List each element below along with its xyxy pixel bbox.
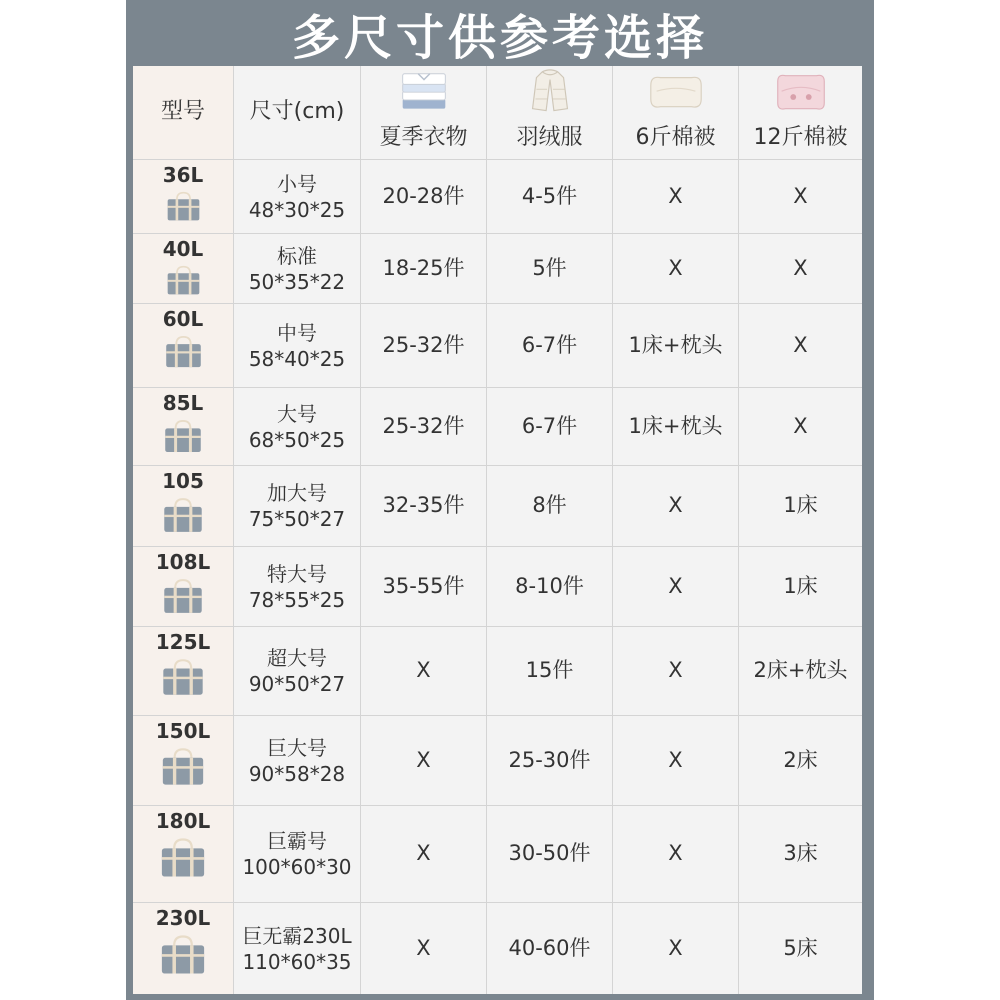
storage-bag-icon — [158, 933, 208, 977]
model-cell — [133, 547, 234, 626]
summer-clothes-cell — [361, 466, 487, 546]
size-cell — [234, 388, 361, 465]
quilt-12-cell — [739, 388, 862, 465]
down-jacket-cell — [487, 388, 613, 465]
header-down-jacket — [487, 66, 613, 159]
quilt-12-cell — [739, 627, 862, 715]
summer-clothes-cell-value: X — [416, 841, 431, 866]
quilt-6-cell — [613, 234, 739, 303]
header-summer-label: 夏季衣物 — [379, 125, 468, 151]
down-jacket-cell — [487, 806, 613, 902]
quilt-6-cell-value: X — [668, 841, 683, 866]
storage-bag-icon — [161, 496, 205, 535]
model-cell — [133, 716, 234, 805]
quilt-12-cell — [739, 806, 862, 902]
summer-clothes-cell-value: X — [416, 658, 431, 683]
down-jacket-cell — [487, 627, 613, 715]
quilt-12-cell-value: 2床 — [783, 747, 818, 772]
down-jacket-cell — [487, 160, 613, 233]
quilt-6-cell — [613, 466, 739, 546]
model-cell — [133, 304, 234, 387]
quilt-12-cell-value: 5床 — [783, 935, 818, 960]
size-cell — [234, 160, 361, 233]
summer-clothes-cell — [361, 388, 487, 465]
quilt-6-cell-value: X — [668, 573, 683, 598]
quilt-12-cell-value: 2床+枕头 — [753, 658, 848, 683]
summer-clothes-cell — [361, 234, 487, 303]
folded-shirts-icon — [394, 66, 454, 116]
summer-clothes-cell-value: 32-35件 — [382, 493, 465, 518]
down-jacket-cell-value: 6-7件 — [521, 413, 578, 438]
header-down-label: 羽绒服 — [516, 125, 583, 151]
storage-bag-icon — [165, 190, 202, 223]
quilt-12-cell — [739, 716, 862, 805]
summer-clothes-cell-value: 35-55件 — [382, 573, 465, 598]
table-row — [133, 716, 862, 806]
model-cell — [133, 903, 234, 994]
model-cell — [133, 806, 234, 902]
size-name: 巨无霸230L — [242, 923, 352, 948]
model-cell — [133, 234, 234, 303]
size-name: 巨大号 — [267, 735, 327, 760]
header-size-label: 尺寸(cm) — [249, 99, 345, 125]
down-jacket-icon — [520, 66, 580, 116]
quilt-6-cell — [613, 627, 739, 715]
size-cell — [234, 716, 361, 805]
quilt-12-cell-value: X — [793, 255, 808, 280]
down-jacket-cell-value: 8件 — [532, 493, 567, 518]
size-dims: 100*60*30 — [242, 855, 352, 879]
quilt-12-cell — [739, 160, 862, 233]
down-jacket-cell-value: 5件 — [532, 255, 567, 280]
size-table — [133, 66, 862, 994]
size-cell — [234, 547, 361, 626]
down-jacket-cell — [487, 234, 613, 303]
model-label: 85L — [162, 391, 204, 415]
size-dims: 68*50*25 — [248, 427, 346, 452]
quilt-12-cell — [739, 234, 862, 303]
header-quilt6-label: 6斤棉被 — [635, 125, 716, 151]
size-name: 小号 — [277, 171, 317, 196]
summer-clothes-cell — [361, 160, 487, 233]
size-dims: 78*55*25 — [248, 587, 346, 612]
size-cell — [234, 627, 361, 715]
quilt-6-cell — [613, 160, 739, 233]
size-cell — [234, 903, 361, 994]
quilt-12-cell-value: X — [793, 183, 808, 208]
quilt-6-cell — [613, 903, 739, 994]
header-model-label: 型号 — [160, 99, 205, 125]
summer-clothes-cell-value: X — [416, 747, 431, 772]
quilt-12-cell-value: 1床 — [783, 493, 818, 518]
storage-bag-icon — [162, 418, 204, 455]
down-jacket-cell — [487, 466, 613, 546]
quilt-6-cell-value: X — [668, 255, 683, 280]
quilt-6-cell-value: X — [668, 183, 683, 208]
down-jacket-cell — [487, 547, 613, 626]
table-row — [133, 466, 862, 547]
size-dims: 75*50*27 — [248, 507, 346, 531]
quilt-12-cell-value: 3床 — [783, 841, 818, 866]
quilt-6-cell-value: X — [668, 935, 683, 960]
quilt-6-cell — [613, 388, 739, 465]
table-row — [133, 234, 862, 304]
summer-clothes-cell-value: X — [416, 935, 431, 960]
size-name: 超大号 — [267, 646, 327, 670]
quilt-6-cell — [613, 547, 739, 626]
model-cell — [133, 160, 234, 233]
model-cell — [133, 627, 234, 715]
table-row — [133, 160, 862, 234]
storage-bag-icon — [163, 334, 204, 370]
size-name: 特大号 — [267, 561, 327, 586]
header-quilt-12 — [739, 66, 862, 159]
down-jacket-cell-value: 4-5件 — [521, 183, 578, 208]
summer-clothes-cell — [361, 627, 487, 715]
quilt-12-cell — [739, 903, 862, 994]
summer-clothes-cell-value: 25-32件 — [382, 413, 465, 438]
summer-clothes-cell-value: 18-25件 — [382, 255, 465, 280]
size-cell — [234, 234, 361, 303]
white-quilt-icon — [646, 66, 706, 116]
size-dims: 48*30*25 — [248, 197, 346, 222]
summer-clothes-cell — [361, 903, 487, 994]
summer-clothes-cell-value: 20-28件 — [382, 183, 465, 208]
quilt-12-cell — [739, 304, 862, 387]
size-name: 加大号 — [267, 481, 327, 505]
down-jacket-cell-value: 25-30件 — [508, 747, 591, 772]
storage-bag-icon — [158, 836, 208, 880]
size-cell — [234, 304, 361, 387]
quilt-12-cell-value: X — [793, 413, 808, 438]
quilt-12-cell-value: X — [793, 332, 808, 357]
quilt-6-cell-value: X — [668, 493, 683, 518]
header-row — [133, 66, 862, 160]
storage-bag-icon — [165, 264, 202, 297]
summer-clothes-cell-value: 25-32件 — [382, 332, 465, 357]
model-label: 150L — [155, 719, 211, 743]
quilt-12-cell-value: 1床 — [783, 573, 818, 598]
storage-bag-icon — [160, 657, 206, 698]
model-label: 125L — [155, 630, 211, 654]
storage-bag-icon — [161, 577, 205, 616]
pink-quilt-icon — [771, 66, 831, 116]
model-label: 108L — [155, 550, 211, 574]
down-jacket-cell-value: 15件 — [525, 658, 574, 683]
size-dims: 110*60*35 — [242, 949, 352, 974]
size-name: 巨霸号 — [267, 829, 327, 853]
down-jacket-cell — [487, 903, 613, 994]
size-cell — [234, 466, 361, 546]
size-name: 大号 — [277, 401, 317, 426]
header-quilt-6 — [613, 66, 739, 159]
down-jacket-cell-value: 6-7件 — [521, 332, 578, 357]
size-name: 中号 — [277, 320, 317, 345]
quilt-12-cell — [739, 547, 862, 626]
summer-clothes-cell — [361, 304, 487, 387]
header-size — [234, 66, 361, 159]
summer-clothes-cell — [361, 716, 487, 805]
table-row — [133, 388, 862, 466]
size-dims: 90*50*27 — [248, 672, 346, 696]
table-row — [133, 903, 862, 994]
quilt-6-cell — [613, 716, 739, 805]
model-label: 230L — [155, 906, 211, 930]
model-label: 105 — [162, 469, 204, 493]
summer-clothes-cell — [361, 547, 487, 626]
down-jacket-cell — [487, 716, 613, 805]
table-row — [133, 304, 862, 388]
summer-clothes-cell — [361, 806, 487, 902]
quilt-6-cell — [613, 304, 739, 387]
quilt-6-cell-value: X — [668, 658, 683, 683]
down-jacket-cell — [487, 304, 613, 387]
size-dims: 50*35*22 — [248, 269, 346, 294]
page-title: 多尺寸供参考选择 — [291, 9, 708, 66]
down-jacket-cell-value: 30-50件 — [508, 841, 591, 866]
quilt-6-cell-value: 1床+枕头 — [628, 413, 723, 438]
table-row — [133, 627, 862, 716]
quilt-12-cell — [739, 466, 862, 546]
size-dims: 58*40*25 — [248, 346, 346, 371]
size-cell — [234, 806, 361, 902]
header-summer-clothes — [361, 66, 487, 159]
model-cell — [133, 388, 234, 465]
model-cell — [133, 466, 234, 546]
table-row — [133, 547, 862, 627]
model-label: 180L — [155, 809, 211, 833]
model-label: 36L — [162, 163, 204, 187]
storage-bag-icon — [159, 746, 207, 788]
model-label: 60L — [162, 307, 204, 331]
quilt-6-cell-value: 1床+枕头 — [628, 332, 723, 357]
table-row — [133, 806, 862, 903]
header-quilt12-label: 12斤棉被 — [753, 125, 848, 151]
down-jacket-cell-value: 40-60件 — [508, 935, 591, 960]
size-dims: 90*58*28 — [248, 761, 346, 786]
size-name: 标准 — [277, 243, 317, 268]
model-label: 40L — [162, 237, 204, 261]
header-model — [133, 66, 234, 159]
down-jacket-cell-value: 8-10件 — [515, 573, 584, 598]
quilt-6-cell — [613, 806, 739, 902]
quilt-6-cell-value: X — [668, 747, 683, 772]
